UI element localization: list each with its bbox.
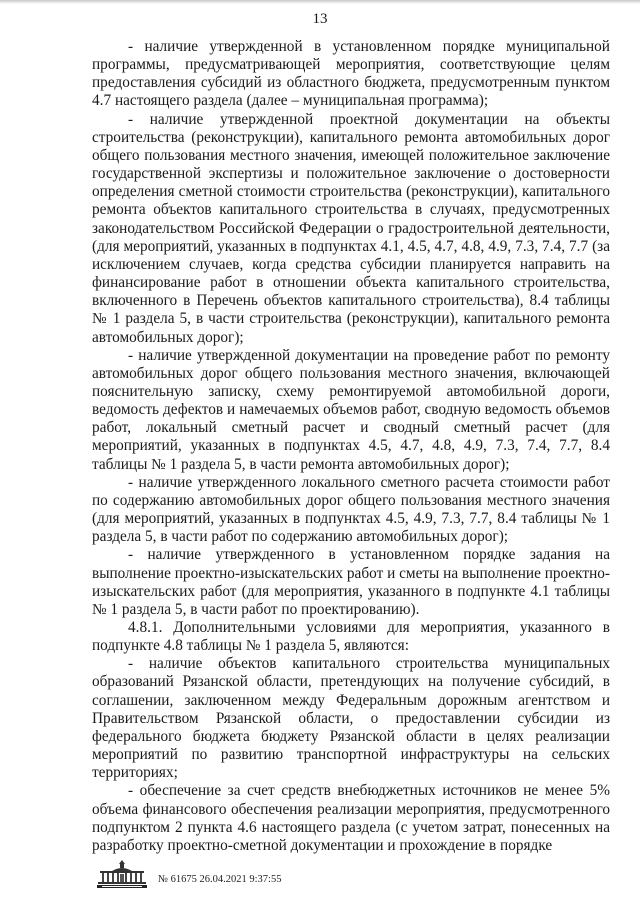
paragraph-repair-documentation: - наличие утвержденной документации на проведение работ по ремонту автомобильных дорог общего пользования местного значения, включающей пояснительную записку, схему ремонтируемой автомобильной дороги, ведомость дефектов и намечаемых объемов работ, сводную ведомость объемов работ, локальный сметный расчет и сводный сметный расчет (для мероприятий, указанных в подпунктах 4.5, 4.7, 4.8, 4.9, 7.3, 7.4, 7.7, 8.4 таблицы № 1 раздела 5, в части ремонта автомобильных дорог); xyxy=(92,346,610,473)
paragraph-maintenance-estimate: - наличие утвержденного локального сметного расчета стоимости работ по содержанию автомобильных дорог общего пользования местного значения (для мероприятий, указанных в подпунктах 4.5, 4.9, 7.3, 7.7, 8.4 таблицы № 1 раздела 5, в части работ по содержанию автомобильных дорог); xyxy=(92,473,610,546)
document-body xyxy=(92,38,610,855)
paragraph-municipal-program: - наличие утвержденной в установленном порядке муниципальной программы, предусматривающей мероприятия, соответствующие целям предоставления субсидий из областного бюджета, предусмотренным пунктом 4.7 настоящего раздела (далее – муниципальная программа); xyxy=(92,38,610,110)
document-footer xyxy=(96,855,281,889)
paragraph-extrabudgetary-funding: - обеспечение за счет средств внебюджетных источников не менее 5% объема финансового обеспечения реализации мероприятия, предусмотренного подпунктом 2 пункта 4.6 настоящего раздела (с учетом затрат, понесенных на разработку проектно-сметной документации и прохождение в порядке xyxy=(92,782,610,854)
page-number: 13 xyxy=(312,11,328,27)
government-building-seal-icon xyxy=(96,859,148,889)
paragraph-project-documentation: - наличие утвержденной проектной документации на объекты строительства (реконструкции), капитального ремонта автомобильных дорог общего пользования местного значения, имеющей положительное заключение государственной экспертизы и положительное заключение о достоверности определения сметной стоимости строительства (реконструкции), капитального ремонта объектов капитального строительства в случаях, предусмотренных законодательством Российской Федерации о градостроительной деятельности, (для мероприятий, указанных в подпунктах 4.1, 4.5, 4.7, 4.8, 4.9, 7.3, 7.4, 7.7 (за исключением случаев, когда средства субсидии планируется направить на финансирование работ в отношении объекта капитального строительства, включенного в Перечень объектов капитального строительства), 8.4 таблицы № 1 раздела 5, в части строительства (реконструкции), капитального ремонта автомобильных дорог); xyxy=(92,110,610,346)
paragraph-survey-assignment: - наличие утвержденного в установленном порядке задания на выполнение проектно-изыскательских работ и сметы на выполнение проектно-изыскательских работ (для мероприятия, указанного в подпункте 4.1 таблицы № 1 раздела 5, в части работ по проектированию). xyxy=(92,546,610,618)
scan-edge-shadow xyxy=(0,0,640,4)
paragraph-4-8-1-heading: 4.8.1. Дополнительными условиями для мероприятия, указанного в подпункте 4.8 таблицы № 1 раздела 5, являются: xyxy=(92,619,610,655)
registration-stamp: № 61675 26.04.2021 9:37:55 xyxy=(158,874,282,885)
paragraph-capital-objects-agreement: - наличие объектов капитального строительства муниципальных образований Рязанской области, претендующих на получение субсидий, в соглашении, заключенном между Федеральным дорожным агентством и Правительством Рязанской области, о предоставлении субсидии из федерального бюджета бюджету Рязанской области в целях реализации мероприятий по развитию транспортной инфраструктуры на сельских территориях; xyxy=(92,655,610,782)
